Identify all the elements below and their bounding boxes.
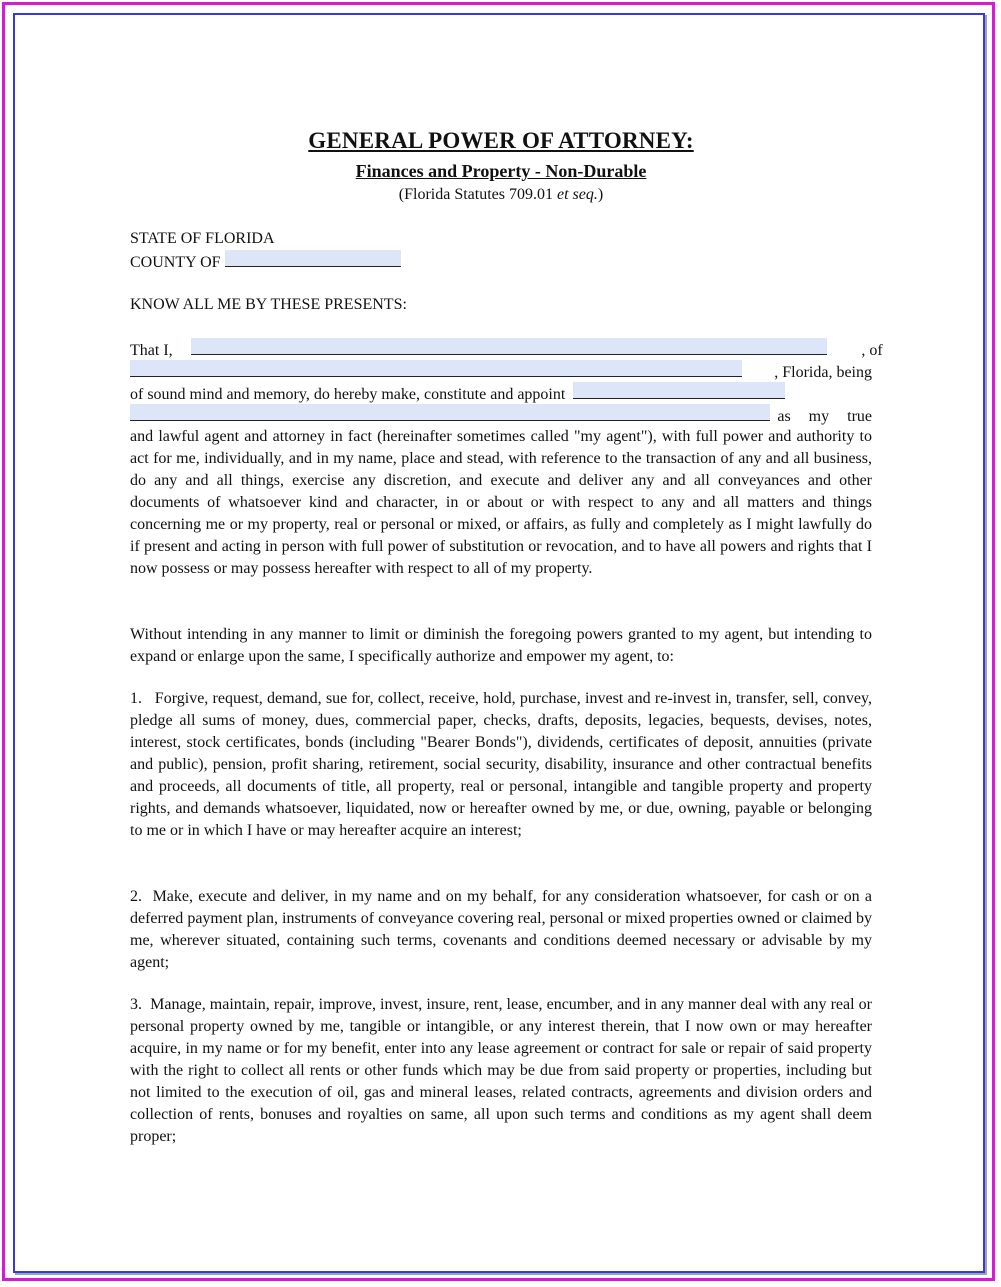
without-intending-paragraph [130, 624, 872, 668]
principal-row [130, 338, 883, 362]
statute-suffix: ) [597, 186, 604, 203]
agent-name-field-2[interactable] [130, 404, 770, 421]
residence-field[interactable] [130, 360, 742, 377]
of-label: , of [861, 342, 883, 359]
know-all-line: KNOW ALL ME BY THESE PRESENTS: [130, 296, 407, 313]
as-my-true-label: as my true [777, 408, 872, 425]
statute-etseq: et seq. [557, 186, 598, 203]
statute-reference [130, 184, 872, 206]
item-3-paragraph [130, 994, 872, 1148]
item-1-paragraph [130, 688, 872, 842]
principal-name-field[interactable] [191, 338, 827, 355]
item-2-paragraph [130, 886, 872, 974]
county-label: COUNTY OF [130, 254, 221, 271]
agent-authority-paragraph [130, 426, 872, 580]
document-title: GENERAL POWER OF ATTORNEY: [308, 128, 694, 153]
county-line [130, 250, 401, 274]
appoint-row [130, 382, 872, 406]
item-3-text: 3. Manage, maintain, repair, improve, invest, insure, rent, lease, encumber, and in any manner deal with any real or personal property owned by me, tangible or intangible, or any interest therein, that I now own or may hereafter acquire, in my name or for my benefit, enter into any lease agreement or contract for sale or repair of said property with the right to collect all rents or other funds which may be due from said property or properties, including but not limited to the execution of oil, gas and mineral leases, related contracts, agreements and division orders and collection of rents, bonuses and royalties on same, all upon such terms and conditions as my agent shall deem proper; [130, 996, 872, 1145]
without-intending-text: Without intending in any manner to limit or diminish the foregoing powers granted to my agent, but intending to expand or enlarge upon the same, I specifically authorize and empower my agent, to: [130, 626, 872, 665]
county-field[interactable] [225, 250, 401, 267]
agent-name-field-1[interactable] [573, 382, 785, 399]
state-line: STATE OF FLORIDA [130, 230, 275, 247]
item-1-text: 1. Forgive, request, demand, sue for, collect, receive, hold, purchase, invest and re-invest in, transfer, sell, convey, pledge all sums of money, dues, commercial paper, checks, drafts, deposits, legacies, bequests, devises, notes, interest, stock certificates, bonds (including "Bearer Bonds"), dividends, certificates of deposit, annuities (private and public), pension, profit sharing, retirement, social security, disability, insurance and other contractual benefits and proceeds, all documents of title, all property, real or personal, intangible and tangible property and property rights, and demands whatsoever, liquidated, now or hereafter owned by me, or due, owning, payable or belonging to me or in which I have or may hereafter acquire an interest; [130, 690, 872, 839]
document-subtitle: Finances and Property - Non-Durable [355, 161, 647, 181]
agent-row [130, 404, 872, 428]
residence-row [130, 360, 872, 384]
that-i-label: That I, [130, 342, 173, 359]
item-2-text: 2. Make, execute and deliver, in my name and on my behalf, for any consideration whatsoever, for cash or on a deferred payment plan, instruments of conveyance covering real, personal or mixed properties owned or claimed by me, wherever situated, containing such terms, covenants and conditions deemed necessary or advisable by my agent; [130, 888, 872, 971]
statute-prefix: (Florida Statutes 709.01 [398, 186, 557, 203]
agent-authority-text: and lawful agent and attorney in fact (hereinafter sometimes called "my agent"), with full power and authority to act for me, individually, and in my name, place and stead, with reference to the transaction of any and all business, do any and all things, exercise any discretion, and execute and deliver any and all conveyances and other documents of whatsoever kind and character, in or about or with respect to any and all matters and things concerning me or my property, real or personal or mixed, or affairs, as fully and completely as I might lawfully do if present and acting in person with full power of substitution or revocation, and to have all powers and rights that I now possess or may possess hereafter with respect to all of my property. [130, 428, 872, 577]
florida-being-label: , Florida, being [774, 364, 872, 381]
sound-mind-label: of sound mind and memory, do hereby make, constitute and appoint [130, 386, 566, 403]
